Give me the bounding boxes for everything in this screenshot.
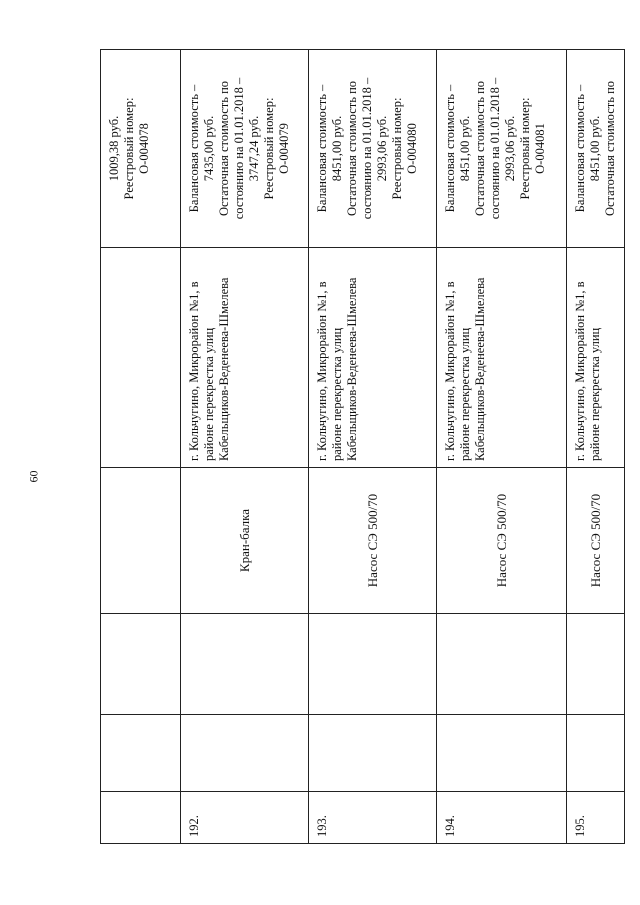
table-row <box>567 50 625 844</box>
table-row <box>181 50 309 844</box>
info-line: состоянию на 01.01.2018 – <box>360 77 374 220</box>
row-number: 193. <box>309 792 437 844</box>
object-name: Кран-балка <box>181 468 309 614</box>
registry-table-rotated <box>100 50 617 844</box>
table-row <box>101 50 181 844</box>
object-info <box>567 50 625 248</box>
info-line: О-004078 <box>137 123 151 174</box>
info-line: О-004080 <box>405 123 419 174</box>
object-location: г. Кольчугино, Микрорайон №1, в районе перекрестка улиц Кабельщиков-Веденеева-Шмелева <box>437 248 567 468</box>
empty-cell <box>101 715 181 792</box>
object-name: Насос СЭ 500/70 <box>437 468 567 614</box>
empty-cell <box>309 715 437 792</box>
empty-cell <box>181 614 309 715</box>
empty-cell <box>309 614 437 715</box>
object-location <box>101 248 181 468</box>
info-line: Реестровый номер: <box>390 97 404 200</box>
info-line: Реестровый номер: <box>262 97 276 200</box>
info-line: 1009,38 руб. <box>107 115 121 182</box>
info-line: Реестровый номер: <box>122 97 136 200</box>
empty-cell <box>437 614 567 715</box>
info-line: О-004079 <box>277 123 291 174</box>
info-line: Остаточная стоимость по <box>473 80 487 217</box>
object-info <box>101 50 181 248</box>
info-line: 8451,00 руб. <box>458 115 472 182</box>
info-line: Остаточная стоимость по <box>345 80 359 217</box>
info-line: Остаточная стоимость по <box>603 80 617 217</box>
info-line: 8451,00 руб. <box>330 115 344 182</box>
object-info <box>181 50 309 248</box>
info-line: Балансовая стоимость – <box>443 84 457 213</box>
info-line: Балансовая стоимость – <box>573 84 587 213</box>
table-row <box>309 50 437 844</box>
empty-cell <box>437 715 567 792</box>
object-name: Насос СЭ 500/70 <box>567 468 625 614</box>
object-info <box>309 50 437 248</box>
object-location: г. Кольчугино, Микрорайон №1, в районе перекрестка улиц Кабельщиков-Веденеева-Шмелева <box>309 248 437 468</box>
info-line: Балансовая стоимость – <box>187 84 201 213</box>
object-location: г. Кольчугино, Микрорайон №1, в районе перекрестка улиц Кабельщиков-Веденеева-Шмелева <box>181 248 309 468</box>
empty-cell <box>567 614 625 715</box>
row-number: 192. <box>181 792 309 844</box>
info-line: 2993,06 руб. <box>375 115 389 182</box>
info-line: состоянию на 01.01.2018 – <box>232 77 246 220</box>
empty-cell <box>181 715 309 792</box>
info-line: 8451,00 руб. <box>588 115 602 182</box>
empty-cell <box>567 715 625 792</box>
row-number: 194. <box>437 792 567 844</box>
row-number: 195. <box>567 792 625 844</box>
info-line: Балансовая стоимость – <box>315 84 329 213</box>
info-line: Реестровый номер: <box>518 97 532 200</box>
info-line: 2993,06 руб. <box>503 115 517 182</box>
object-name <box>101 468 181 614</box>
empty-cell <box>101 614 181 715</box>
object-location: г. Кольчугино, Микрорайон №1, в районе перекрестка улиц <box>567 248 625 468</box>
info-line: О-004081 <box>533 123 547 174</box>
table-row <box>437 50 567 844</box>
object-info <box>437 50 567 248</box>
row-number <box>101 792 181 844</box>
page-number: 60 <box>26 470 41 482</box>
registry-table <box>100 49 625 844</box>
info-line: 7435,00 руб. <box>202 115 216 182</box>
info-line: 3747,24 руб. <box>247 115 261 182</box>
info-line: Остаточная стоимость по <box>217 80 231 217</box>
object-name: Насос СЭ 500/70 <box>309 468 437 614</box>
info-line: состоянию на 01.01.2018 – <box>488 77 502 220</box>
